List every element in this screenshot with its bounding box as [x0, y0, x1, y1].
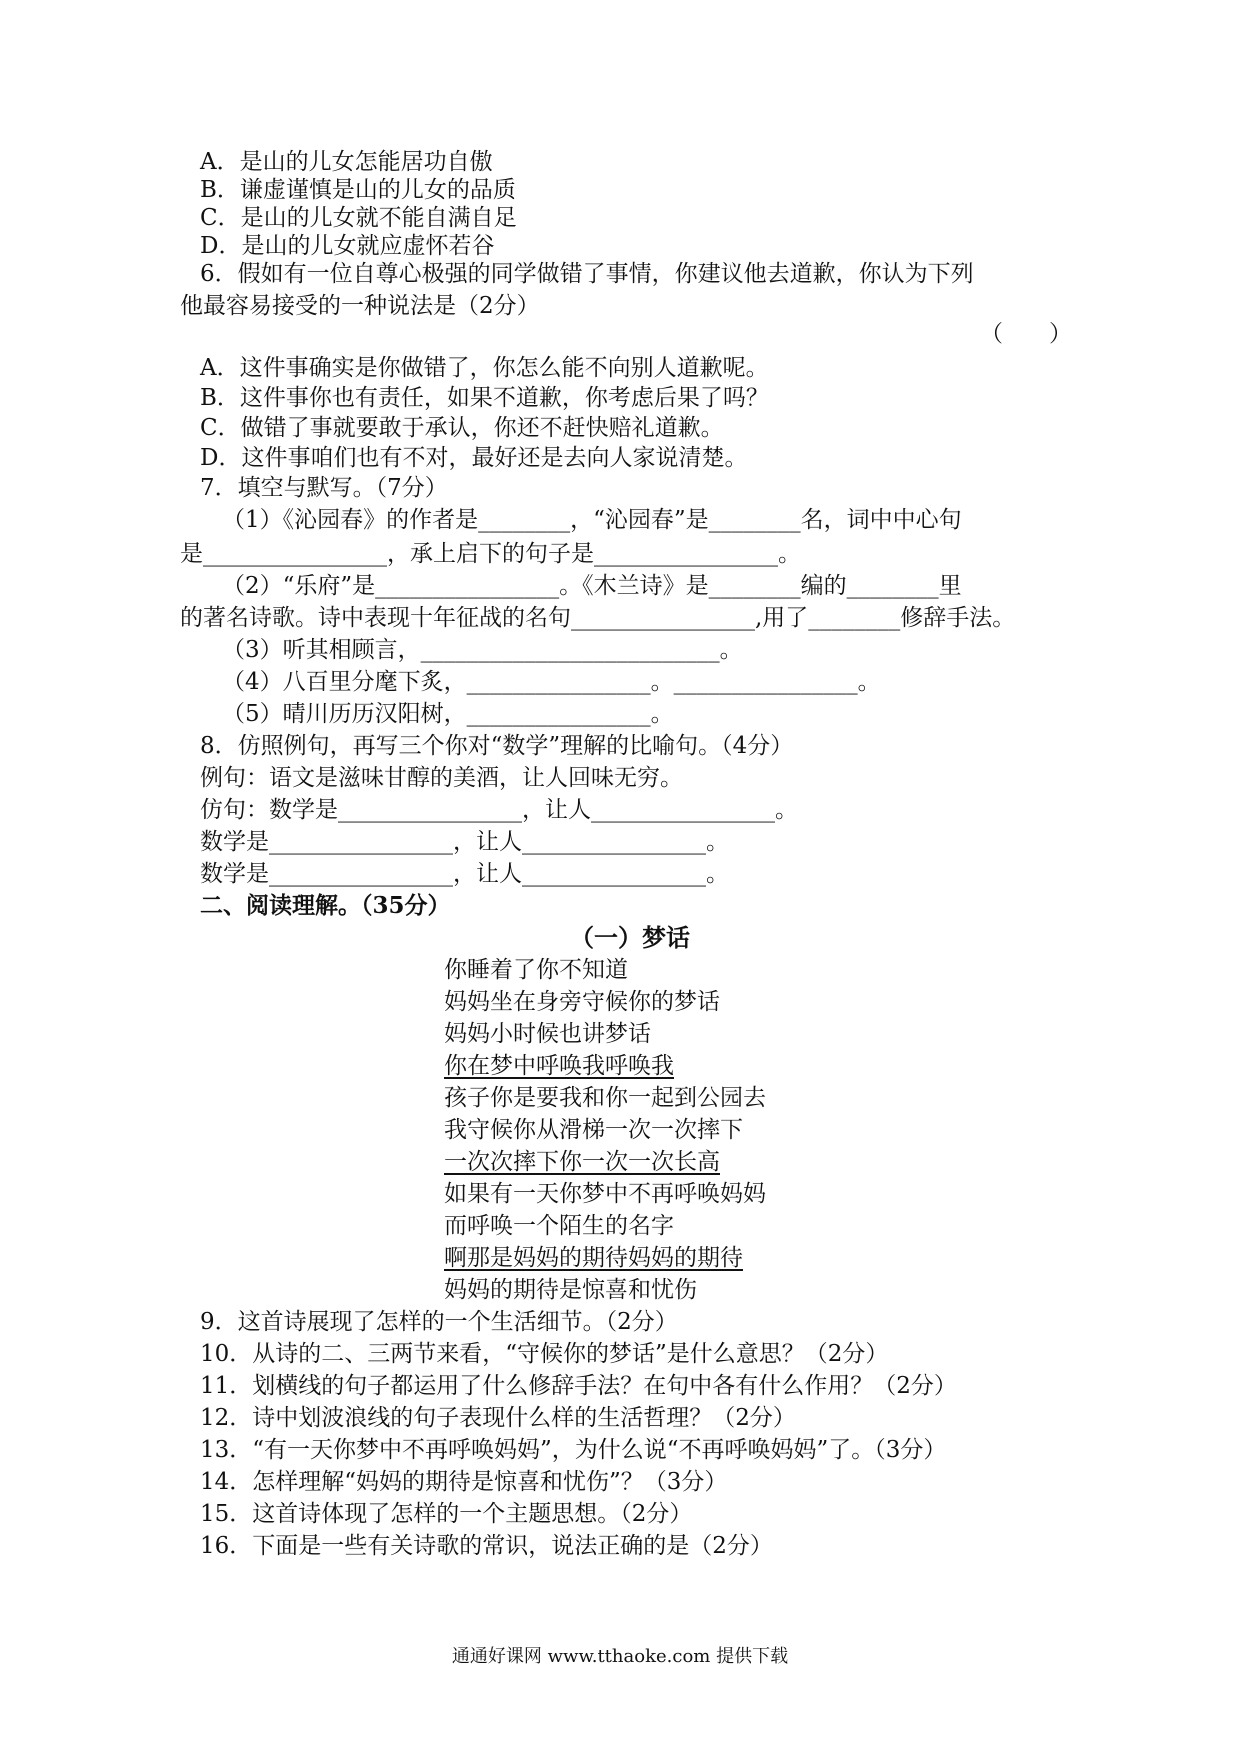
q6-option-b: B．这件事你也有责任，如果不道歉，你考虑后果了吗？ [200, 385, 769, 411]
q8-line2: 数学是________________，让人________________。 [200, 829, 729, 855]
q6-stem-line2: 他最容易接受的一种说法是（2分） [180, 293, 540, 319]
question-11: 11．划横线的句子都运用了什么修辞手法？在句中各有什么作用？（2分） [200, 1373, 957, 1399]
poem-line: 而呼唤一个陌生的名字 [444, 1213, 674, 1239]
poem-line: 妈妈的期待是惊喜和忧伤 [444, 1277, 697, 1303]
question-16: 16．下面是一些有关诗歌的常识，说法正确的是（2分） [200, 1533, 773, 1559]
poem-line: 妈妈小时候也讲梦话 [444, 1021, 651, 1047]
q5-option-a: A．是山的儿女怎能居功自傲 [200, 149, 493, 175]
question-10: 10．从诗的二、三两节来看，“守候你的梦话”是什么意思？（2分） [200, 1341, 889, 1367]
q7-item4: （4）八百里分麾下炙，________________。________________。 [222, 669, 881, 695]
q5-option-d: D．是山的儿女就应虚怀若谷 [200, 233, 495, 259]
poem-line: 我守候你从滑梯一次一次摔下 [444, 1117, 743, 1143]
question-14: 14．怎样理解“妈妈的期待是惊喜和忧伤”？（3分） [200, 1469, 728, 1495]
q7-item1-line1: （1）《沁园春》的作者是________，“沁园春”是________名，词中中心句 [222, 507, 962, 533]
q7-item5: （5）晴川历历汉阳树，________________。 [222, 701, 674, 727]
q8-example: 例句：语文是滋味甘醇的美酒，让人回味无穷。 [200, 765, 683, 791]
q6-option-c: C．做错了事就要敢于承认，你还不赶快赔礼道歉。 [200, 415, 724, 441]
q6-stem-line1: 6．假如有一位自尊心极强的同学做错了事情，你建议他去道歉，你认为下列 [200, 261, 974, 287]
q6-option-d: D．这件事咱们也有不对，最好还是去向人家说清楚。 [200, 445, 748, 471]
q8-stem: 8．仿照例句，再写三个你对“数学”理解的比喻句。（4分） [200, 733, 794, 759]
question-15: 15．这首诗体现了怎样的一个主题思想。（2分） [200, 1501, 693, 1527]
q7-item2-line1: （2）“乐府”是________________。《木兰诗》是________编的________里 [222, 573, 962, 599]
question-12: 12．诗中划波浪线的句子表现什么样的生活哲理？（2分） [200, 1405, 796, 1431]
poem-title: （一）梦话 [570, 923, 690, 952]
q5-option-b: B．谦虚谨慎是山的儿女的品质 [200, 177, 516, 203]
q7-item3: （3）听其相顾言，__________________________。 [222, 637, 743, 663]
poem-line: 如果有一天你梦中不再呼唤妈妈 [444, 1181, 766, 1207]
poem-line-underlined: 你在梦中呼唤我呼唤我 [444, 1053, 674, 1079]
q8-line3: 数学是________________，让人________________。 [200, 861, 729, 887]
q6-option-a: A．这件事确实是你做错了，你怎么能不向别人道歉呢。 [200, 355, 769, 381]
q7-stem: 7．填空与默写。（7分） [200, 475, 448, 501]
poem-line-underlined: 啊那是妈妈的期待妈妈的期待 [444, 1245, 743, 1271]
q6-answer-paren: （ ） [980, 321, 1072, 347]
q7-item1-line2: 是________________，承上启下的句子是________________。 [180, 541, 801, 567]
poem-line-underlined: 一次次摔下你一次一次长高 [444, 1149, 720, 1175]
footer-credit: 通通好课网 www.tthaoke.com 提供下载 [451, 1646, 789, 1667]
q5-option-c: C．是山的儿女就不能自满自足 [200, 205, 517, 231]
q7-item2-line2: 的著名诗歌。诗中表现十年征战的名句________________,用了________修辞手法。 [180, 605, 1016, 631]
question-9: 9．这首诗展现了怎样的一个生活细节。（2分） [200, 1309, 678, 1335]
poem-line: 孩子你是要我和你一起到公园去 [444, 1085, 766, 1111]
poem-line: 妈妈坐在身旁守候你的梦话 [444, 989, 720, 1015]
question-13: 13．“有一天你梦中不再呼唤妈妈”，为什么说“不再呼唤妈妈”了。（3分） [200, 1437, 947, 1463]
poem-line: 你睡着了你不知道 [444, 957, 628, 983]
q8-imitate: 仿句：数学是________________，让人________________。 [200, 797, 798, 823]
section2-heading: 二、阅读理解。（35分） [200, 892, 451, 919]
